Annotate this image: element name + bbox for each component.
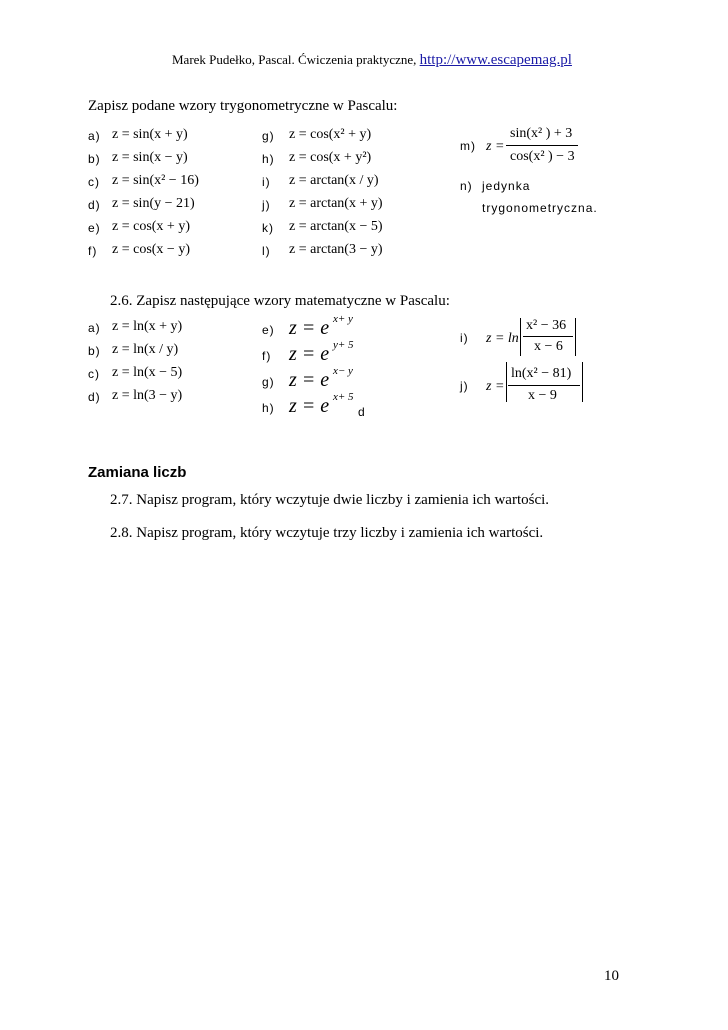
item-m-numerator: sin(x² ) + 3 — [510, 126, 573, 141]
item-label: a) — [88, 129, 101, 143]
item-formula: z = cos(x − y) — [112, 242, 190, 257]
item-m-label: m) — [460, 139, 476, 153]
item-exponent: x− y — [333, 365, 353, 377]
exercise-item: 2.8. Napisz program, który wczytuje trzy liczby i zamienia ich wartości. — [110, 525, 544, 541]
item-label: b) — [88, 344, 101, 358]
item-exponent: x+ 5 — [333, 391, 354, 403]
item-base: z = e — [289, 317, 330, 339]
item-label: g) — [262, 375, 275, 389]
item-label: e) — [262, 323, 275, 337]
item-formula: z = sin(x − y) — [112, 150, 188, 165]
item-i-fraction-bar — [523, 336, 573, 337]
item-m-lhs: z = — [486, 139, 505, 154]
item-j-fraction-bar — [508, 385, 580, 386]
item-formula: z = arctan(x / y) — [289, 173, 379, 188]
item-exponent: x+ y — [333, 313, 353, 325]
item-label: a) — [88, 321, 101, 335]
item-i-abs-left — [520, 318, 521, 356]
header-text: Marek Pudełko, Pascal. Ćwiczenia praktyczne, — [172, 52, 417, 67]
item-label: g) — [262, 129, 275, 143]
item-label: l) — [262, 244, 271, 258]
item-m-denominator: cos(x² ) − 3 — [510, 149, 575, 164]
item-j-numerator: ln(x² − 81) — [511, 366, 572, 381]
item-label: b) — [88, 152, 101, 166]
item-i-label: i) — [460, 331, 469, 345]
item-label: c) — [88, 175, 100, 189]
item-formula: z = ln(x / y) — [112, 342, 179, 357]
item-label: e) — [88, 221, 101, 235]
item-formula: z = cos(x + y²) — [289, 150, 372, 165]
item-label: d) — [88, 198, 101, 212]
item-i-denominator: x − 6 — [534, 339, 563, 354]
item-formula: z = ln(x + y) — [112, 319, 183, 334]
item-formula: z = arctan(x + y) — [289, 196, 383, 211]
item-n-line1: jedynka — [482, 179, 531, 193]
item-formula: z = sin(y − 21) — [112, 196, 195, 211]
item-label: h) — [262, 401, 275, 415]
section2-intro: 2.6. Zapisz następujące wzory matematyczne w Pascalu: — [110, 293, 450, 309]
item-exponent: y+ 5 — [333, 339, 354, 351]
item-label: f) — [88, 244, 98, 258]
item-label: i) — [262, 175, 271, 189]
section1-intro: Zapisz podane wzory trygonometryczne w Pascalu: — [88, 98, 398, 114]
item-j-abs-right — [582, 362, 583, 402]
item-i-lhs: z = ln — [486, 331, 519, 346]
item-formula: z = sin(x + y) — [112, 127, 188, 142]
item-label: k) — [262, 221, 274, 235]
item-label: f) — [262, 349, 272, 363]
exercise-item: 2.7. Napisz program, który wczytuje dwie liczby i zamienia ich wartości. — [110, 492, 550, 508]
section3-heading: Zamiana liczb — [88, 464, 187, 481]
item-formula: z = ln(x − 5) — [112, 365, 183, 380]
item-formula: z = ln(3 − y) — [112, 388, 183, 403]
item-j-label: j) — [460, 379, 469, 393]
item-i-abs-right — [575, 318, 576, 356]
item-formula: z = arctan(3 − y) — [289, 242, 383, 257]
item-formula: z = cos(x² + y) — [289, 127, 372, 142]
item-n-line2: trygonometryczna. — [482, 201, 598, 215]
item-label: d) — [88, 390, 101, 404]
item-formula: z = sin(x² − 16) — [112, 173, 199, 188]
item-i-numerator: x² − 36 — [526, 318, 567, 333]
item-j-lhs: z = — [486, 379, 505, 394]
item-base: z = e — [289, 369, 330, 391]
item-j-abs-left — [506, 362, 507, 402]
item-base: z = e — [289, 395, 330, 417]
item-m-fraction-bar — [506, 145, 578, 146]
item-n-label: n) — [460, 179, 473, 193]
item-formula: z = cos(x + y) — [112, 219, 190, 234]
item-label: c) — [88, 367, 100, 381]
page-number: 10 — [604, 968, 619, 984]
item-formula: z = arctan(x − 5) — [289, 219, 383, 234]
item-label: j) — [262, 198, 271, 212]
item-j-denominator: x − 9 — [528, 388, 557, 403]
item-suffix: d — [358, 405, 366, 419]
item-base: z = e — [289, 343, 330, 365]
header-link[interactable]: http://www.escapemag.pl — [419, 52, 572, 68]
page-header — [172, 52, 572, 69]
item-label: h) — [262, 152, 275, 166]
